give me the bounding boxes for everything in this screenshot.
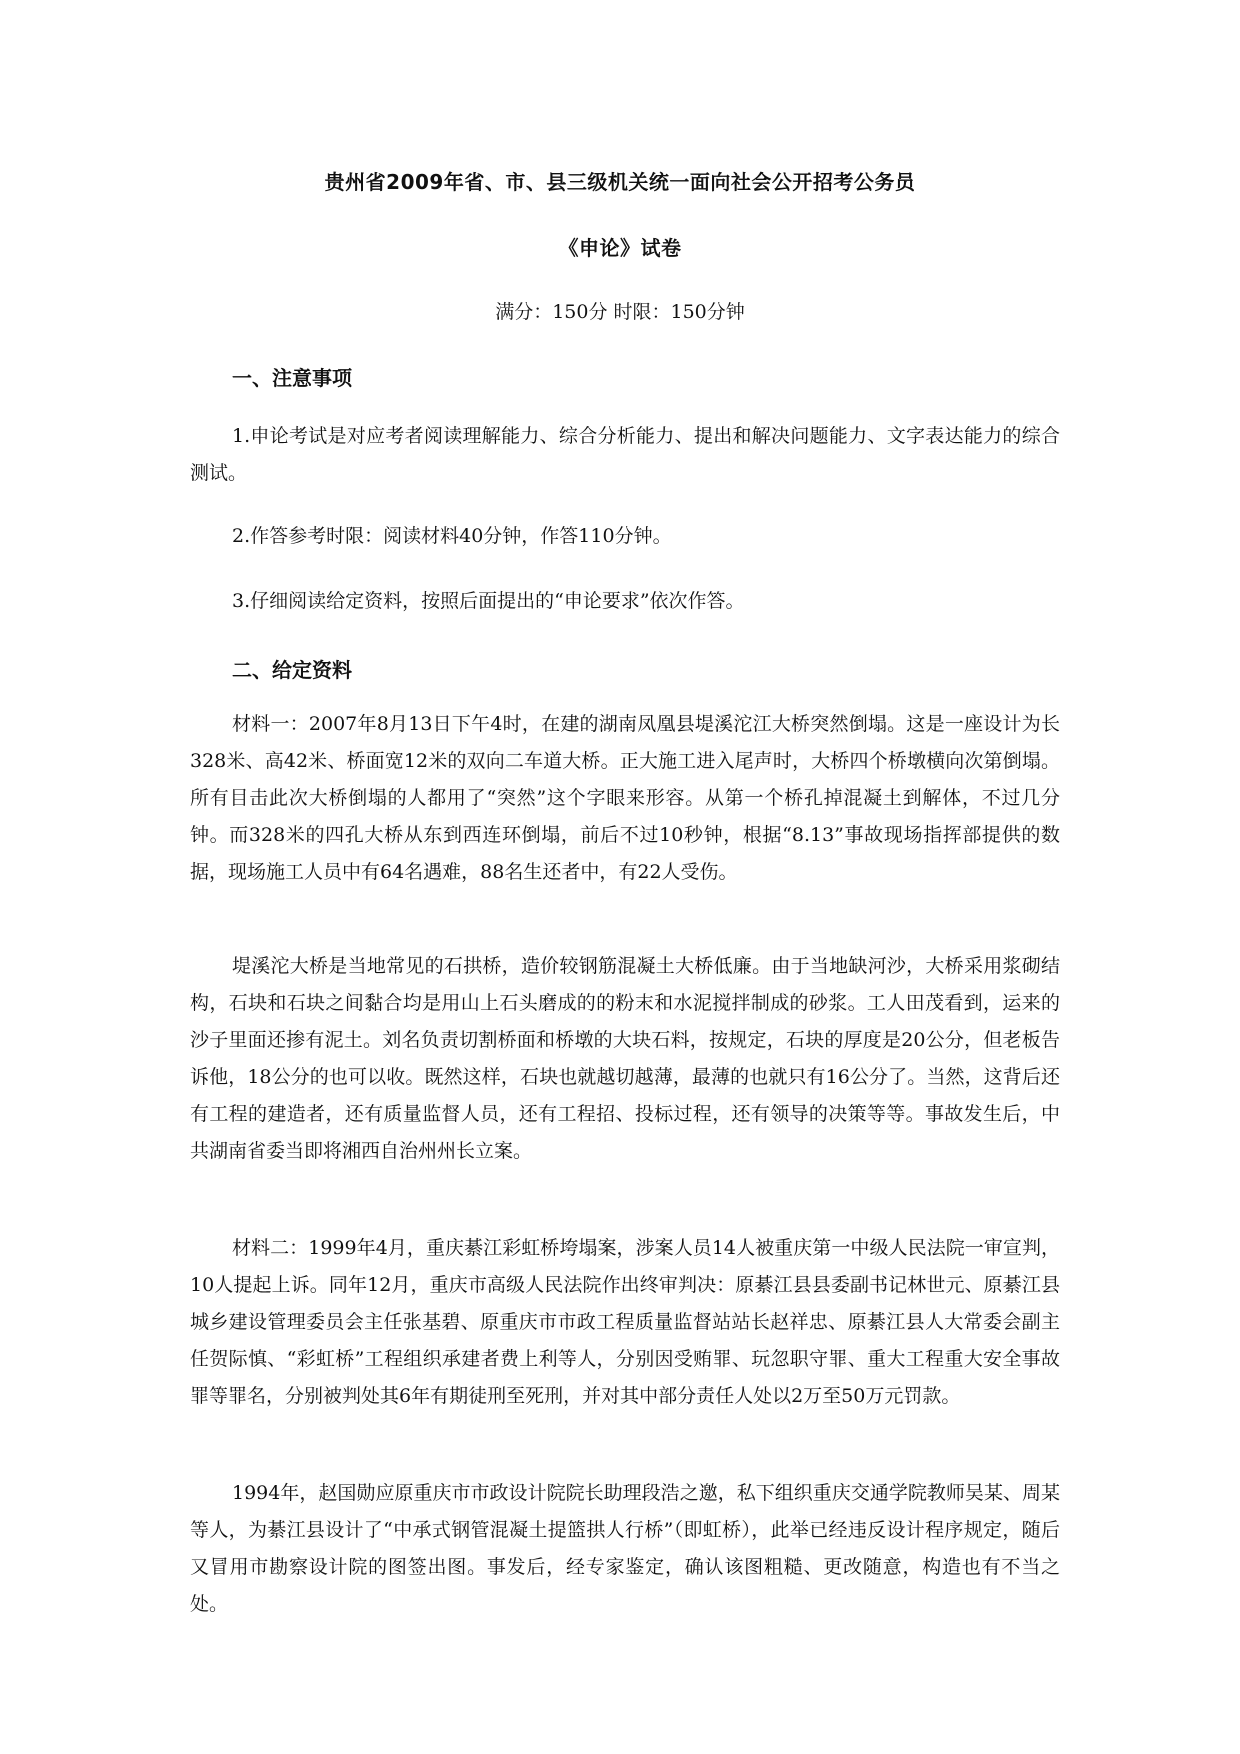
document-subject-title: 《申论》试卷 (558, 236, 682, 260)
material-paragraph: 堤溪沱大桥是当地常见的石拱桥，造价较钢筋混凝土大桥低廉。由于当地缺河沙，大桥采用浆砌结构，石块和石块之间黏合均是用山上石头磨成的的粉末和水泥搅拌制成的砂浆。工人田茂看到，运来的沙子里面还掺有泥土。刘名负责切割桥面和桥墩的大块石料，按规定，石块的厚度是20公分，但老板告诉他，18公分的也可以收。既然这样，石块也就越切越薄，最薄的也就只有16公分了。当然，这背后还有工程的建造者，还有质量监督人员，还有工程招、投标过程，还有领导的决策等等。事故发生后，中共湖南省委当即将湘西自治州州长立案。 (190, 955, 1060, 1162)
section-heading-materials: 二、给定资料 (232, 658, 352, 682)
material-paragraph: 材料一：2007年8月13日下午4时，在建的湖南凤凰县堤溪沱江大桥突然倒塌。这是一座设计为长328米、高42米、桥面宽12米的双向二车道大桥。正大施工进入尾声时，大桥四个桥墩横向次第倒塌。所有目击此次大桥倒塌的人都用了“突然”这个字眼来形容。从第一个桥孔掉混凝土到解体，不过几分钟。而328米的四孔大桥从东到西连环倒塌，前后不过10秒钟，根据“8.13”事故现场指挥部提供的数据，现场施工人员中有64名遇难，88名生还者中，有22人受伤。 (190, 713, 1060, 883)
note-item: 1.申论考试是对应考者阅读理解能力、综合分析能力、提出和解决问题能力、文字表达能力的综合测试。 (190, 425, 1060, 484)
material-paragraph: 材料二：1999年4月，重庆綦江彩虹桥垮塌案，涉案人员14人被重庆第一中级人民法院一审宣判，10人提起上诉。同年12月，重庆市高级人民法院作出终审判决：原綦江县县委副书记林世元、原綦江县城乡建设管理委员会主任张基碧、原重庆市市政工程质量监督站站长赵祥忠、原綦江县人大常委会副主任贺际慎、“彩虹桥”工程组织承建者费上利等人，分别因受贿罪、玩忽职守罪、重大工程重大安全事故罪等罪名，分别被判处其6年有期徒刑至死刑，并对其中部分责任人处以2万至50万元罚款。 (190, 1237, 1060, 1407)
material-paragraph: 1994年，赵国勋应原重庆市市政设计院院长助理段浩之邀，私下组织重庆交通学院教师吴某、周某等人，为綦江县设计了“中承式钢管混凝土提篮拱人行桥”（即虹桥），此举已经违反设计程序规定，随后又冒用市勘察设计院的图签出图。事发后，经专家鉴定，确认该图粗糙、更改随意，构造也有不当之处。 (190, 1482, 1060, 1615)
section-heading-notes: 一、注意事项 (232, 366, 352, 390)
score-time-limit: 满分：150分 时限：150分钟 (495, 301, 745, 323)
document-title: 贵州省2009年省、市、县三级机关统一面向社会公开招考公务员 (324, 170, 916, 194)
note-item: 2.作答参考时限：阅读材料40分钟，作答110分钟。 (232, 525, 672, 547)
note-item: 3.仔细阅读给定资料，按照后面提出的“申论要求”依次作答。 (232, 590, 745, 612)
